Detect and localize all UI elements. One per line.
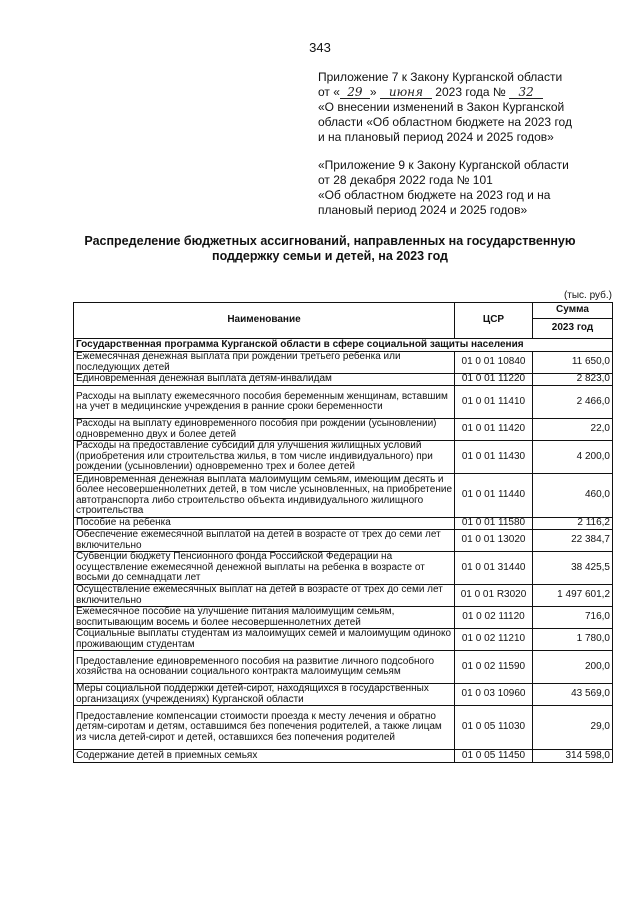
title-line-2: поддержку семьи и детей, на 2023 год — [212, 249, 448, 263]
title-line-1: Распределение бюджетных ассигнований, направленных на государственную — [84, 234, 576, 248]
table-header — [74, 303, 613, 339]
row-sum: 2 823,0 — [533, 374, 613, 386]
row-name: Единовременная денежная выплата малоимущим семьям, имеющим десять и более несовершеннолетних детей, в том числе усыновленных, на приобретение автотранспорта либо строительство объекта индивидуального жилищного строительства — [74, 474, 455, 518]
table-row — [74, 607, 613, 629]
row-code: 01 0 01 11220 — [455, 374, 533, 386]
row-code: 01 0 01 10840 — [455, 352, 533, 374]
table-row — [74, 706, 613, 750]
row-code: 01 0 05 11450 — [455, 750, 533, 763]
table-row — [74, 750, 613, 763]
date-year: 2023 года № — [435, 85, 506, 99]
row-name: Социальные выплаты студентам из малоимущих семей и малоимущим одиноко проживающим студентам — [74, 629, 455, 651]
row-code: 01 0 01 31440 — [455, 552, 533, 585]
table-row — [74, 441, 613, 474]
row-sum: 4 200,0 — [533, 441, 613, 474]
header-code: ЦСР — [455, 303, 533, 339]
table-row — [74, 530, 613, 552]
row-sum: 43 569,0 — [533, 684, 613, 706]
table-row — [74, 474, 613, 518]
row-sum: 716,0 — [533, 607, 613, 629]
row-name: Осуществление ежемесячных выплат на детей в возрасте от трех до семи лет включительно — [74, 585, 455, 607]
row-code: 01 0 01 R3020 — [455, 585, 533, 607]
table-row — [74, 419, 613, 441]
row-sum: 460,0 — [533, 474, 613, 518]
amendment-line-1: Приложение 7 к Закону Курганской области — [318, 70, 563, 84]
date-prefix: от « — [318, 85, 340, 99]
table-row — [74, 585, 613, 607]
row-code: 01 0 02 11210 — [455, 629, 533, 651]
page-number: 343 — [309, 40, 331, 55]
row-sum: 29,0 — [533, 706, 613, 750]
row-code: 01 0 01 11580 — [455, 518, 533, 530]
row-name: Расходы на предоставление субсидий для улучшения жилищных условий (приобретения или строительства жилья, в том числе индивидуального) при рождении (усыновлении) одновременно трех и более детей — [74, 441, 455, 474]
annex-line-2: от 28 декабря 2022 года № 101 — [318, 173, 493, 187]
row-sum: 11 650,0 — [533, 352, 613, 374]
row-sum: 1 780,0 — [533, 629, 613, 651]
units-label: (тыс. руб.) — [563, 290, 612, 301]
document-title — [60, 234, 600, 264]
handwritten-number: 32 — [509, 86, 543, 99]
row-name: Ежемесячное пособие на улучшение питания малоимущим семьям, воспитывающим восемь и более несовершеннолетних детей — [74, 607, 455, 629]
budget-table — [73, 302, 613, 763]
amendment-line-4: области «Об областном бюджете на 2023 год — [318, 115, 572, 129]
row-sum: 1 497 601,2 — [533, 585, 613, 607]
row-sum: 38 425,5 — [533, 552, 613, 585]
row-name: Единовременная денежная выплата детям-инвалидам — [74, 374, 455, 386]
header-year: 2023 год — [533, 319, 613, 339]
row-name: Субвенции бюджету Пенсионного фонда Российской Федерации на осуществление ежемесячной денежной выплаты на ребенка в возрасте от восьми до семнадцати лет — [74, 552, 455, 585]
annex-line-4: плановый период 2024 и 2025 годов» — [318, 203, 528, 217]
row-code: 01 0 01 11430 — [455, 441, 533, 474]
row-name: Пособие на ребенка — [74, 518, 455, 530]
amendment-line-3: «О внесении изменений в Закон Курганской — [318, 100, 565, 114]
header-sum: Сумма — [533, 303, 613, 319]
program-row: Государственная программа Курганской области в сфере социальной защиты населения — [74, 339, 613, 352]
row-code: 01 0 05 11030 — [455, 706, 533, 750]
annex-line-1: «Приложение 9 к Закону Курганской области — [318, 158, 569, 172]
amendment-line-5: и на плановый период 2024 и 2025 годов» — [318, 130, 554, 144]
row-code: 01 0 01 11420 — [455, 419, 533, 441]
row-sum: 22,0 — [533, 419, 613, 441]
row-sum: 2 116,2 — [533, 518, 613, 530]
row-code: 01 0 01 13020 — [455, 530, 533, 552]
date-mid: » — [369, 85, 377, 99]
row-code: 01 0 02 11120 — [455, 607, 533, 629]
row-name: Предоставление единовременного пособия на развитие личного подсобного хозяйства на основании социального контракта малоимущим семьям — [74, 651, 455, 684]
row-name: Расходы на выплату ежемесячного пособия беременным женщинам, вставшим на учет в медицинские учреждения в ранние сроки беременности — [74, 386, 455, 419]
header-name: Наименование — [74, 303, 455, 339]
row-name: Содержание детей в приемных семьях — [74, 750, 455, 763]
annex-header — [318, 158, 618, 218]
table-row — [74, 386, 613, 419]
row-sum: 22 384,7 — [533, 530, 613, 552]
row-name: Расходы на выплату единовременного пособия при рождении (усыновлении) одновременно двух и более детей — [74, 419, 455, 441]
row-sum: 2 466,0 — [533, 386, 613, 419]
table-row — [74, 518, 613, 530]
handwritten-month: июня — [380, 86, 432, 99]
row-code: 01 0 01 11410 — [455, 386, 533, 419]
table-row — [74, 629, 613, 651]
table-row — [74, 651, 613, 684]
row-code: 01 0 01 11440 — [455, 474, 533, 518]
row-name: Обеспечение ежемесячной выплатой на детей в возрасте от трех до семи лет включительно — [74, 530, 455, 552]
annex-line-3: «Об областном бюджете на 2023 год и на — [318, 188, 551, 202]
row-sum: 314 598,0 — [533, 750, 613, 763]
table-row — [74, 552, 613, 585]
row-name: Ежемесячная денежная выплата при рождении третьего ребенка или последующих детей — [74, 352, 455, 374]
row-name: Меры социальной поддержки детей-сирот, находящихся в государственных организациях (учреждениях) Курганской области — [74, 684, 455, 706]
table-row — [74, 352, 613, 374]
table-body — [74, 339, 613, 763]
row-sum: 200,0 — [533, 651, 613, 684]
row-code: 01 0 02 11590 — [455, 651, 533, 684]
row-code: 01 0 03 10960 — [455, 684, 533, 706]
amendment-date-line — [318, 85, 618, 100]
handwritten-day: 29 — [340, 86, 370, 99]
table-row — [74, 684, 613, 706]
table-row — [74, 374, 613, 386]
row-name: Предоставление компенсации стоимости проезда к месту лечения и обратно детям-сиротам и детям, оставшимся без попечения родителей, а также лицам из числа детей-сирот и детей, оставшихся без попечения родителей — [74, 706, 455, 750]
amendment-header — [318, 70, 618, 145]
